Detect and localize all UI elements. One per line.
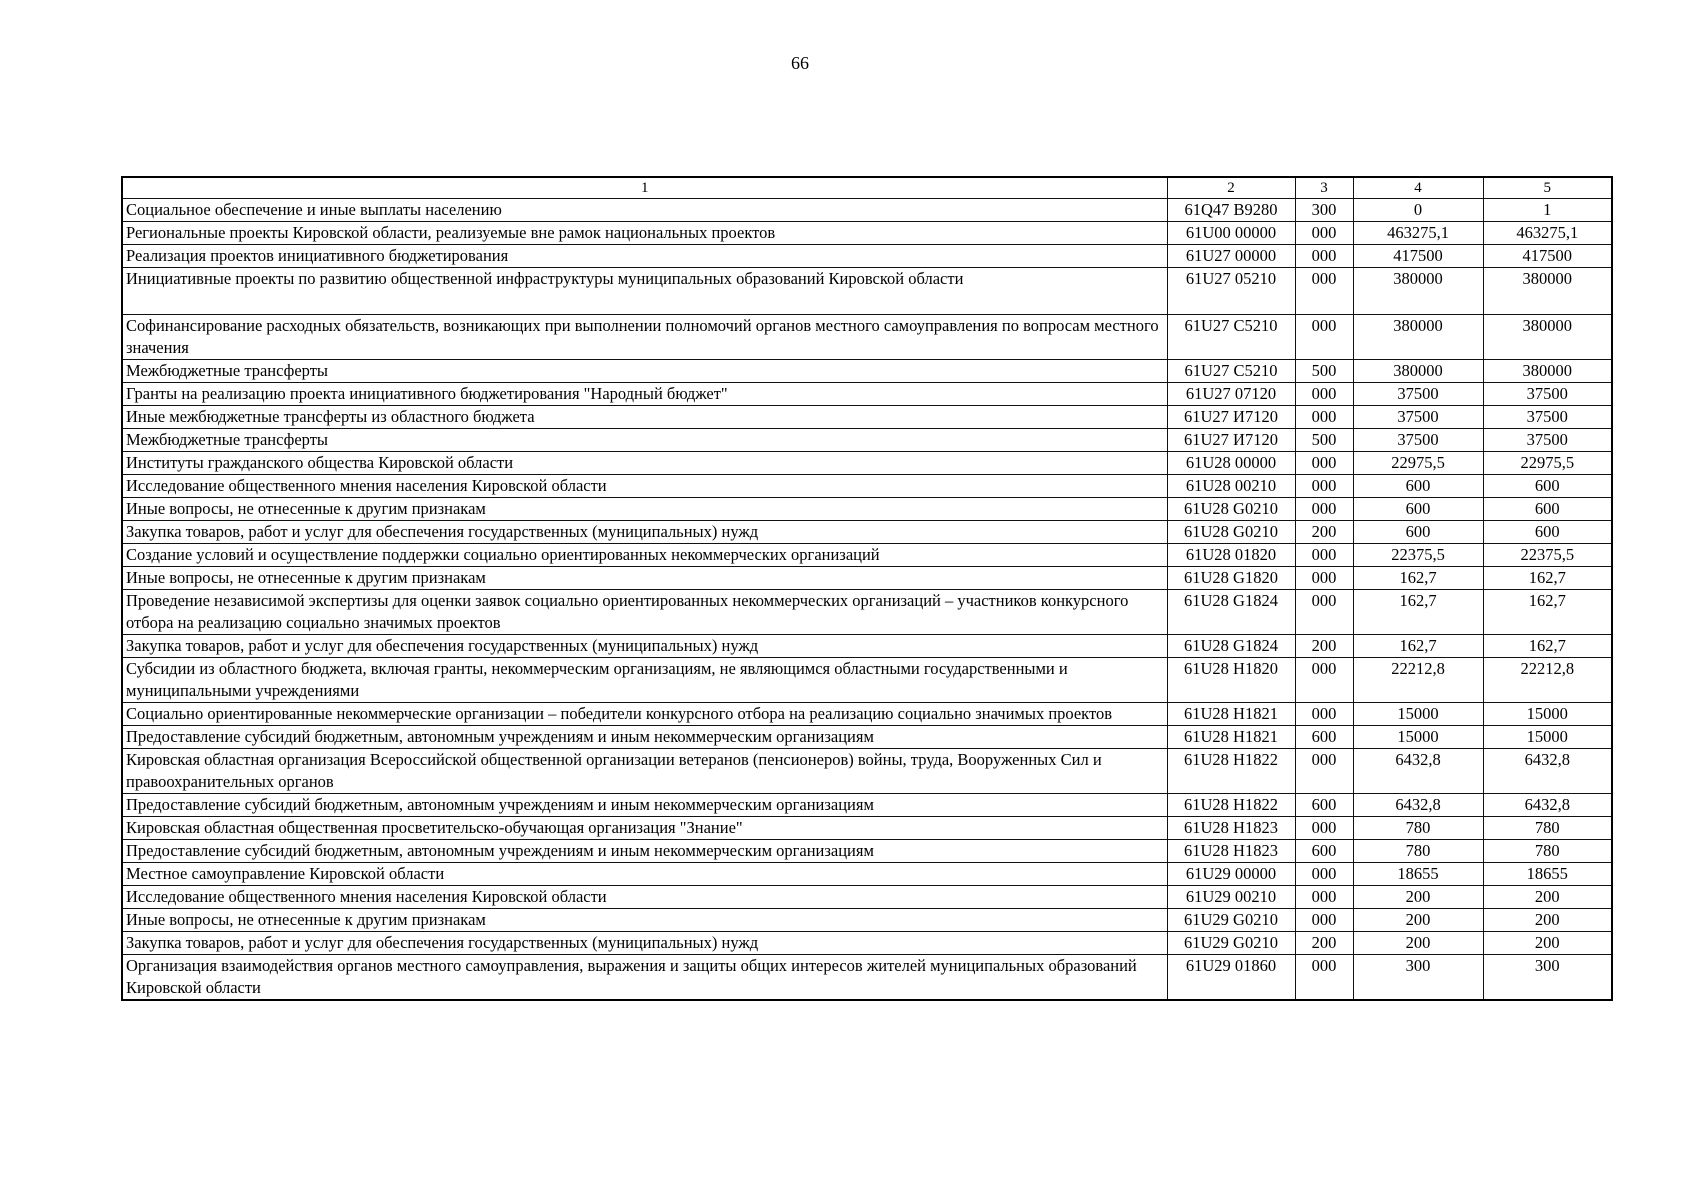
row-name-cell: Социальное обеспечение и иные выплаты населению	[122, 199, 1167, 222]
row-value-5-cell: 780	[1483, 817, 1612, 840]
row-type-cell: 000	[1295, 315, 1353, 360]
table-row	[122, 544, 1612, 567]
row-value-4-cell: 200	[1353, 886, 1483, 909]
row-value-4-cell: 37500	[1353, 383, 1483, 406]
table-row	[122, 794, 1612, 817]
row-value-5-cell: 380000	[1483, 315, 1612, 360]
header-col-3: 3	[1295, 177, 1353, 199]
row-type-cell: 000	[1295, 863, 1353, 886]
row-value-5-cell: 200	[1483, 909, 1612, 932]
row-type-cell: 000	[1295, 544, 1353, 567]
row-value-4-cell: 37500	[1353, 429, 1483, 452]
row-code-cell: 61U28 H1823	[1167, 840, 1295, 863]
table-row	[122, 635, 1612, 658]
row-value-5-cell: 22212,8	[1483, 658, 1612, 703]
row-value-5-cell: 37500	[1483, 406, 1612, 429]
row-name-cell: Кировская областная общественная просветительско-обучающая организация "Знание"	[122, 817, 1167, 840]
row-code-cell: 61U29 01860	[1167, 955, 1295, 1001]
row-value-4-cell: 162,7	[1353, 635, 1483, 658]
table-row	[122, 955, 1612, 1001]
table-row	[122, 909, 1612, 932]
row-name-cell: Иные межбюджетные трансферты из областного бюджета	[122, 406, 1167, 429]
row-type-cell: 000	[1295, 567, 1353, 590]
row-name-cell: Субсидии из областного бюджета, включая гранты, некоммерческим организациям, не являющимся областными государственными и муниципальными учреждениями	[122, 658, 1167, 703]
table-row	[122, 222, 1612, 245]
row-type-cell: 000	[1295, 703, 1353, 726]
row-name-cell: Региональные проекты Кировской области, реализуемые вне рамок национальных проектов	[122, 222, 1167, 245]
row-name-cell: Предоставление субсидий бюджетным, автономным учреждениям и иным некоммерческим организациям	[122, 840, 1167, 863]
row-name-cell: Закупка товаров, работ и услуг для обеспечения государственных (муниципальных) нужд	[122, 932, 1167, 955]
table-row	[122, 429, 1612, 452]
row-type-cell: 000	[1295, 498, 1353, 521]
row-type-cell: 000	[1295, 268, 1353, 315]
table-row	[122, 817, 1612, 840]
table-row	[122, 886, 1612, 909]
row-code-cell: 61U29 00000	[1167, 863, 1295, 886]
row-code-cell: 61U27 C5210	[1167, 360, 1295, 383]
row-type-cell: 500	[1295, 360, 1353, 383]
row-name-cell: Иные вопросы, не отнесенные к другим признакам	[122, 909, 1167, 932]
header-col-4: 4	[1353, 177, 1483, 199]
row-value-4-cell: 200	[1353, 932, 1483, 955]
row-value-5-cell: 162,7	[1483, 635, 1612, 658]
row-value-5-cell: 6432,8	[1483, 794, 1612, 817]
row-value-5-cell: 380000	[1483, 268, 1612, 315]
row-value-4-cell: 200	[1353, 909, 1483, 932]
header-row	[122, 177, 1612, 199]
row-value-4-cell: 380000	[1353, 360, 1483, 383]
row-type-cell: 600	[1295, 726, 1353, 749]
header-col-2: 2	[1167, 177, 1295, 199]
row-value-4-cell: 22375,5	[1353, 544, 1483, 567]
row-code-cell: 61U29 00210	[1167, 886, 1295, 909]
row-value-5-cell: 380000	[1483, 360, 1612, 383]
row-type-cell: 000	[1295, 886, 1353, 909]
row-value-4-cell: 22212,8	[1353, 658, 1483, 703]
row-value-5-cell: 600	[1483, 521, 1612, 544]
row-code-cell: 61U28 G1820	[1167, 567, 1295, 590]
row-value-5-cell: 6432,8	[1483, 749, 1612, 794]
row-value-5-cell: 37500	[1483, 383, 1612, 406]
row-name-cell: Местное самоуправление Кировской области	[122, 863, 1167, 886]
table-row	[122, 840, 1612, 863]
row-code-cell: 61U27 И7120	[1167, 429, 1295, 452]
row-name-cell: Иные вопросы, не отнесенные к другим признакам	[122, 567, 1167, 590]
row-code-cell: 61U28 G0210	[1167, 521, 1295, 544]
row-name-cell: Реализация проектов инициативного бюджетирования	[122, 245, 1167, 268]
row-type-cell: 000	[1295, 658, 1353, 703]
row-name-cell: Исследование общественного мнения населения Кировской области	[122, 475, 1167, 498]
row-type-cell: 000	[1295, 590, 1353, 635]
row-value-5-cell: 18655	[1483, 863, 1612, 886]
row-value-4-cell: 600	[1353, 521, 1483, 544]
row-type-cell: 000	[1295, 383, 1353, 406]
table-row	[122, 475, 1612, 498]
row-code-cell: 61U28 H1822	[1167, 749, 1295, 794]
row-value-4-cell: 417500	[1353, 245, 1483, 268]
row-value-4-cell: 18655	[1353, 863, 1483, 886]
row-name-cell: Межбюджетные трансферты	[122, 429, 1167, 452]
row-code-cell: 61U28 H1821	[1167, 703, 1295, 726]
row-name-cell: Межбюджетные трансферты	[122, 360, 1167, 383]
row-name-cell: Кировская областная организация Всероссийской общественной организации ветеранов (пенсионеров) войны, труда, Вооруженных Сил и правоохранительных органов	[122, 749, 1167, 794]
row-type-cell: 000	[1295, 245, 1353, 268]
row-value-5-cell: 15000	[1483, 726, 1612, 749]
budget-table-container	[121, 176, 1611, 1001]
table-row	[122, 703, 1612, 726]
row-code-cell: 61U27 07120	[1167, 383, 1295, 406]
row-value-4-cell: 6432,8	[1353, 749, 1483, 794]
table-row	[122, 932, 1612, 955]
row-name-cell: Институты гражданского общества Кировской области	[122, 452, 1167, 475]
table-row	[122, 452, 1612, 475]
row-value-4-cell: 600	[1353, 498, 1483, 521]
row-name-cell: Инициативные проекты по развитию общественной инфраструктуры муниципальных образований Кировской области	[122, 268, 1167, 315]
table-row	[122, 406, 1612, 429]
row-value-5-cell: 162,7	[1483, 567, 1612, 590]
row-value-4-cell: 6432,8	[1353, 794, 1483, 817]
row-value-5-cell: 1	[1483, 199, 1612, 222]
row-name-cell: Закупка товаров, работ и услуг для обеспечения государственных (муниципальных) нужд	[122, 635, 1167, 658]
table-row	[122, 383, 1612, 406]
row-value-5-cell: 200	[1483, 886, 1612, 909]
row-type-cell: 600	[1295, 840, 1353, 863]
table-row	[122, 245, 1612, 268]
page-number: 66	[791, 53, 809, 73]
row-code-cell: 61U28 H1823	[1167, 817, 1295, 840]
row-value-5-cell: 300	[1483, 955, 1612, 1001]
row-name-cell: Проведение независимой экспертизы для оценки заявок социально ориентированных некоммерческих организаций – участников конкурсного отбора на реализацию социально значимых проектов	[122, 590, 1167, 635]
row-code-cell: 61U28 00000	[1167, 452, 1295, 475]
row-value-5-cell: 600	[1483, 475, 1612, 498]
row-value-4-cell: 600	[1353, 475, 1483, 498]
table-row	[122, 315, 1612, 360]
table-row	[122, 199, 1612, 222]
row-code-cell: 61U28 00210	[1167, 475, 1295, 498]
row-name-cell: Закупка товаров, работ и услуг для обеспечения государственных (муниципальных) нужд	[122, 521, 1167, 544]
table-row	[122, 360, 1612, 383]
row-code-cell: 61U28 H1822	[1167, 794, 1295, 817]
row-name-cell: Создание условий и осуществление поддержки социально ориентированных некоммерческих организаций	[122, 544, 1167, 567]
row-type-cell: 200	[1295, 521, 1353, 544]
row-code-cell: 61U29 G0210	[1167, 932, 1295, 955]
row-value-5-cell: 463275,1	[1483, 222, 1612, 245]
row-type-cell: 300	[1295, 199, 1353, 222]
table-row	[122, 749, 1612, 794]
row-value-4-cell: 162,7	[1353, 590, 1483, 635]
row-value-5-cell: 600	[1483, 498, 1612, 521]
row-value-4-cell: 15000	[1353, 726, 1483, 749]
table-row	[122, 863, 1612, 886]
table-row	[122, 658, 1612, 703]
row-type-cell: 000	[1295, 955, 1353, 1001]
row-code-cell: 61U28 01820	[1167, 544, 1295, 567]
row-name-cell: Исследование общественного мнения населения Кировской области	[122, 886, 1167, 909]
row-type-cell: 000	[1295, 406, 1353, 429]
row-type-cell: 000	[1295, 909, 1353, 932]
row-name-cell: Иные вопросы, не отнесенные к другим признакам	[122, 498, 1167, 521]
table-row	[122, 521, 1612, 544]
row-name-cell: Предоставление субсидий бюджетным, автономным учреждениям и иным некоммерческим организациям	[122, 794, 1167, 817]
row-name-cell: Гранты на реализацию проекта инициативного бюджетирования "Народный бюджет"	[122, 383, 1167, 406]
row-value-4-cell: 15000	[1353, 703, 1483, 726]
row-code-cell: 61Q47 B9280	[1167, 199, 1295, 222]
row-code-cell: 61U28 G1824	[1167, 590, 1295, 635]
row-code-cell: 61U28 H1821	[1167, 726, 1295, 749]
row-code-cell: 61U28 G0210	[1167, 498, 1295, 521]
row-type-cell: 200	[1295, 932, 1353, 955]
table-row	[122, 498, 1612, 521]
row-type-cell: 600	[1295, 794, 1353, 817]
row-type-cell: 200	[1295, 635, 1353, 658]
table-row	[122, 268, 1612, 315]
row-name-cell: Предоставление субсидий бюджетным, автономным учреждениям и иным некоммерческим организациям	[122, 726, 1167, 749]
row-type-cell: 000	[1295, 222, 1353, 245]
row-type-cell: 000	[1295, 749, 1353, 794]
row-value-5-cell: 37500	[1483, 429, 1612, 452]
row-value-5-cell: 22375,5	[1483, 544, 1612, 567]
row-code-cell: 61U27 00000	[1167, 245, 1295, 268]
header-col-1: 1	[122, 177, 1167, 199]
row-code-cell: 61U27 И7120	[1167, 406, 1295, 429]
row-code-cell: 61U28 H1820	[1167, 658, 1295, 703]
row-type-cell: 500	[1295, 429, 1353, 452]
table-body	[122, 199, 1612, 1001]
row-value-4-cell: 380000	[1353, 268, 1483, 315]
row-value-4-cell: 0	[1353, 199, 1483, 222]
row-type-cell: 000	[1295, 475, 1353, 498]
row-value-4-cell: 780	[1353, 817, 1483, 840]
row-code-cell: 61U00 00000	[1167, 222, 1295, 245]
row-name-cell: Социально ориентированные некоммерческие организации – победители конкурсного отбора на реализацию социально значимых проектов	[122, 703, 1167, 726]
row-value-4-cell: 37500	[1353, 406, 1483, 429]
row-code-cell: 61U29 G0210	[1167, 909, 1295, 932]
row-code-cell: 61U27 05210	[1167, 268, 1295, 315]
row-value-4-cell: 22975,5	[1353, 452, 1483, 475]
row-value-5-cell: 200	[1483, 932, 1612, 955]
row-code-cell: 61U28 G1824	[1167, 635, 1295, 658]
table-row	[122, 590, 1612, 635]
row-type-cell: 000	[1295, 452, 1353, 475]
row-value-4-cell: 780	[1353, 840, 1483, 863]
row-value-4-cell: 300	[1353, 955, 1483, 1001]
row-type-cell: 000	[1295, 817, 1353, 840]
row-value-4-cell: 380000	[1353, 315, 1483, 360]
row-value-5-cell: 162,7	[1483, 590, 1612, 635]
row-value-4-cell: 463275,1	[1353, 222, 1483, 245]
row-code-cell: 61U27 C5210	[1167, 315, 1295, 360]
table-row	[122, 567, 1612, 590]
header-col-5: 5	[1483, 177, 1612, 199]
row-name-cell: Софинансирование расходных обязательств, возникающих при выполнении полномочий органов местного самоуправления по вопросам местного значения	[122, 315, 1167, 360]
row-value-4-cell: 162,7	[1353, 567, 1483, 590]
row-value-5-cell: 15000	[1483, 703, 1612, 726]
row-value-5-cell: 780	[1483, 840, 1612, 863]
table-row	[122, 726, 1612, 749]
row-value-5-cell: 417500	[1483, 245, 1612, 268]
row-name-cell: Организация взаимодействия органов местного самоуправления, выражения и защиты общих интересов жителей муниципальных образований Кировской области	[122, 955, 1167, 1001]
row-value-5-cell: 22975,5	[1483, 452, 1612, 475]
budget-table	[121, 176, 1613, 1001]
